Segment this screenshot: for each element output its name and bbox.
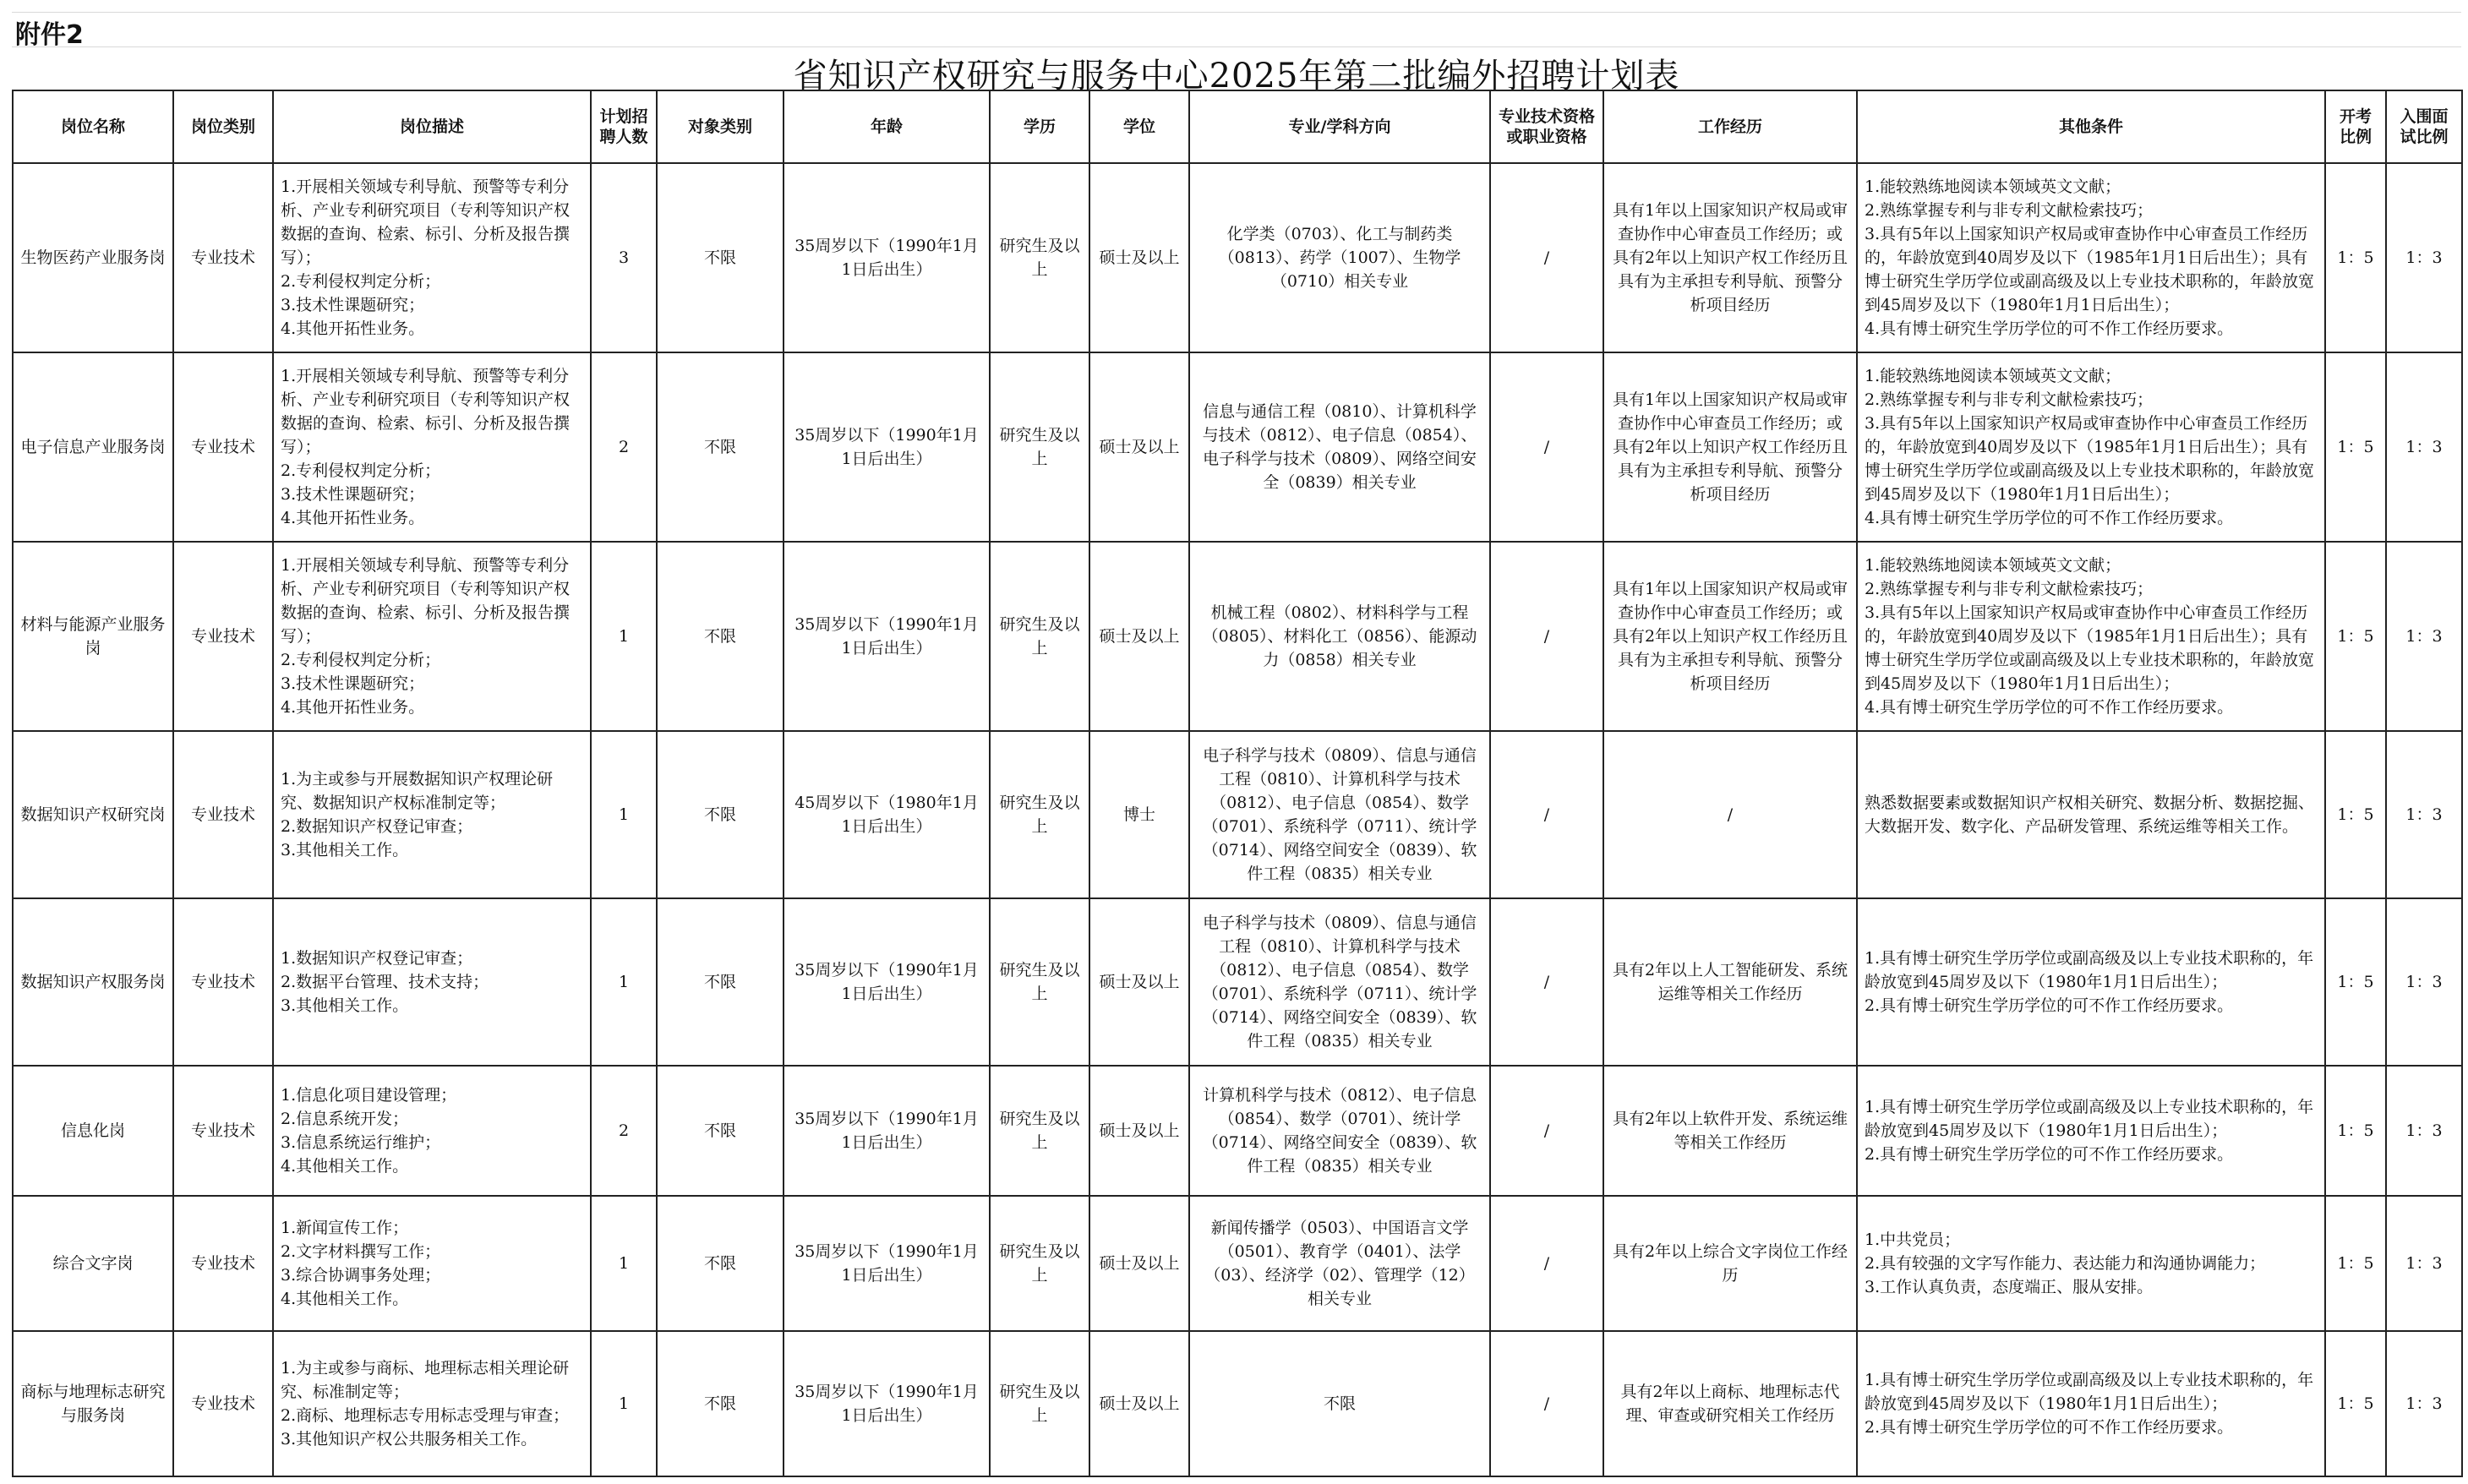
position-type-cell: 专业技术	[173, 1196, 273, 1331]
major-cell: 化学类（0703）、化工与制药类（0813）、药学（1007）、生物学（0710）相关专业	[1189, 163, 1490, 352]
age-cell: 45周岁以下（1980年1月1日后出生）	[784, 731, 990, 898]
other-conditions-cell: 1.能较熟练地阅读本领域英文文献； 2.熟练掌握专利与非专利文献检索技巧； 3.具有5年以上国家知识产权局或审查协作中心审查员工作经历的，年龄放宽到40周岁及以下（1985年1月1日后出生）；具有博士研究生学历学位或副高级及以上专业技术职称的，年龄放宽到45周岁及以下（1980年1月1日后出生）； 4.具有博士研究生学历学位的可不作工作经历要求。	[1857, 163, 2325, 352]
qualification-cell: /	[1490, 731, 1603, 898]
header-degree: 学位	[1089, 90, 1189, 163]
position-type-cell: 专业技术	[173, 163, 273, 352]
headcount-cell: 1	[591, 1196, 657, 1331]
exam-ratio-cell: 1：5	[2325, 731, 2386, 898]
experience-cell: /	[1603, 731, 1857, 898]
degree-cell: 硕士及以上	[1089, 1331, 1189, 1476]
target-cell: 不限	[657, 898, 784, 1066]
qualification-cell: /	[1490, 898, 1603, 1066]
header-major: 专业/学科方向	[1189, 90, 1490, 163]
header-age: 年龄	[784, 90, 990, 163]
age-cell: 35周岁以下（1990年1月1日后出生）	[784, 1066, 990, 1196]
position-name-cell: 数据知识产权服务岗	[13, 898, 173, 1066]
description-cell: 1.新闻宣传工作； 2.文字材料撰写工作； 3.综合协调事务处理； 4.其他相关工作。	[273, 1196, 591, 1331]
age-cell: 35周岁以下（1990年1月1日后出生）	[784, 1196, 990, 1331]
table-row	[13, 898, 2462, 1066]
headcount-cell: 2	[591, 1066, 657, 1196]
description-cell: 1.信息化项目建设管理； 2.信息系统开发； 3.信息系统运行维护； 4.其他相关工作。	[273, 1066, 591, 1196]
header-position-name: 岗位名称	[13, 90, 173, 163]
qualification-cell: /	[1490, 1066, 1603, 1196]
education-cell: 研究生及以上	[990, 163, 1089, 352]
experience-cell: 具有1年以上国家知识产权局或审查协作中心审查员工作经历；或具有2年以上知识产权工作经历且具有为主承担专利导航、预警分析项目经历	[1603, 163, 1857, 352]
other-conditions-cell: 熟悉数据要素或数据知识产权相关研究、数据分析、数据挖掘、大数据开发、数字化、产品研发管理、系统运维等相关工作。	[1857, 731, 2325, 898]
other-conditions-cell: 1.具有博士研究生学历学位或副高级及以上专业技术职称的，年龄放宽到45周岁及以下（1980年1月1日后出生）； 2.具有博士研究生学历学位的可不作工作经历要求。	[1857, 1066, 2325, 1196]
table-row	[13, 1066, 2462, 1196]
position-name-cell: 商标与地理标志研究与服务岗	[13, 1331, 173, 1476]
interview-ratio-cell: 1：3	[2386, 731, 2462, 898]
header-position-type: 岗位类别	[173, 90, 273, 163]
other-conditions-cell: 1.具有博士研究生学历学位或副高级及以上专业技术职称的，年龄放宽到45周岁及以下（1980年1月1日后出生）； 2.具有博士研究生学历学位的可不作工作经历要求。	[1857, 1331, 2325, 1476]
other-conditions-cell: 1.能较熟练地阅读本领域英文文献； 2.熟练掌握专利与非专利文献检索技巧； 3.具有5年以上国家知识产权局或审查协作中心审查员工作经历的，年龄放宽到40周岁及以下（1985年1月1日后出生）；具有博士研究生学历学位或副高级及以上专业技术职称的，年龄放宽到45周岁及以下（1980年1月1日后出生）； 4.具有博士研究生学历学位的可不作工作经历要求。	[1857, 542, 2325, 731]
table-row	[13, 542, 2462, 731]
header-experience: 工作经历	[1603, 90, 1857, 163]
exam-ratio-cell: 1：5	[2325, 1331, 2386, 1476]
major-cell: 电子科学与技术（0809）、信息与通信工程（0810）、计算机科学与技术（0812）、电子信息（0854）、数学（0701）、系统科学（0711）、统计学（0714）、网络空间安全（0839）、软件工程（0835）相关专业	[1189, 731, 1490, 898]
age-cell: 35周岁以下（1990年1月1日后出生）	[784, 163, 990, 352]
experience-cell: 具有2年以上商标、地理标志代理、审查或研究相关工作经历	[1603, 1331, 1857, 1476]
target-cell: 不限	[657, 352, 784, 542]
degree-cell: 硕士及以上	[1089, 898, 1189, 1066]
target-cell: 不限	[657, 731, 784, 898]
position-type-cell: 专业技术	[173, 1331, 273, 1476]
header-row	[13, 90, 2462, 163]
other-conditions-cell: 1.能较熟练地阅读本领域英文文献； 2.熟练掌握专利与非专利文献检索技巧； 3.具有5年以上国家知识产权局或审查协作中心审查员工作经历的，年龄放宽到40周岁及以下（1985年1月1日后出生）；具有博士研究生学历学位或副高级及以上专业技术职称的，年龄放宽到45周岁及以下（1980年1月1日后出生）； 4.具有博士研究生学历学位的可不作工作经历要求。	[1857, 352, 2325, 542]
age-cell: 35周岁以下（1990年1月1日后出生）	[784, 352, 990, 542]
education-cell: 研究生及以上	[990, 1331, 1089, 1476]
experience-cell: 具有1年以上国家知识产权局或审查协作中心审查员工作经历；或具有2年以上知识产权工作经历且具有为主承担专利导航、预警分析项目经历	[1603, 542, 1857, 731]
other-conditions-cell: 1.具有博士研究生学历学位或副高级及以上专业技术职称的，年龄放宽到45周岁及以下（1980年1月1日后出生）； 2.具有博士研究生学历学位的可不作工作经历要求。	[1857, 898, 2325, 1066]
qualification-cell: /	[1490, 542, 1603, 731]
table-row	[13, 352, 2462, 542]
headcount-cell: 1	[591, 898, 657, 1066]
exam-ratio-cell: 1：5	[2325, 542, 2386, 731]
position-type-cell: 专业技术	[173, 1066, 273, 1196]
annex-label: 附件2	[15, 20, 84, 50]
description-cell: 1.开展相关领域专利导航、预警等专利分析、产业专利研究项目（专利等知识产权数据的查询、检索、标引、分析及报告撰写）； 2.专利侵权判定分析； 3.技术性课题研究； 4.其他开拓性业务。	[273, 542, 591, 731]
degree-cell: 硕士及以上	[1089, 163, 1189, 352]
header-target: 对象类别	[657, 90, 784, 163]
interview-ratio-cell: 1：3	[2386, 898, 2462, 1066]
experience-cell: 具有2年以上综合文字岗位工作经历	[1603, 1196, 1857, 1331]
headcount-cell: 3	[591, 163, 657, 352]
table-row	[13, 1196, 2462, 1331]
major-cell: 新闻传播学（0503）、中国语言文学（0501）、教育学（0401）、法学（03）、经济学（02）、管理学（12）相关专业	[1189, 1196, 1490, 1331]
headcount-cell: 1	[591, 542, 657, 731]
description-cell: 1.为主或参与开展数据知识产权理论研究、数据知识产权标准制定等； 2.数据知识产权登记审查； 3.其他相关工作。	[273, 731, 591, 898]
sheet-top-band	[12, 12, 2461, 47]
header-qualification: 专业技术资格或职业资格	[1490, 90, 1603, 163]
education-cell: 研究生及以上	[990, 1066, 1089, 1196]
major-cell: 信息与通信工程（0810）、计算机科学与技术（0812）、电子信息（0854）、电子科学与技术（0809）、网络空间安全（0839）相关专业	[1189, 352, 1490, 542]
education-cell: 研究生及以上	[990, 352, 1089, 542]
target-cell: 不限	[657, 1196, 784, 1331]
qualification-cell: /	[1490, 1331, 1603, 1476]
major-cell: 计算机科学与技术（0812）、电子信息（0854）、数学（0701）、统计学（0714）、网络空间安全（0839）、软件工程（0835）相关专业	[1189, 1066, 1490, 1196]
major-cell: 不限	[1189, 1331, 1490, 1476]
table-row	[13, 731, 2462, 898]
education-cell: 研究生及以上	[990, 731, 1089, 898]
description-cell: 1.为主或参与商标、地理标志相关理论研究、标准制定等； 2.商标、地理标志专用标志受理与审查； 3.其他知识产权公共服务相关工作。	[273, 1331, 591, 1476]
education-cell: 研究生及以上	[990, 542, 1089, 731]
major-cell: 机械工程（0802）、材料科学与工程（0805）、材料化工（0856）、能源动力（0858）相关专业	[1189, 542, 1490, 731]
interview-ratio-cell: 1：3	[2386, 1196, 2462, 1331]
description-cell: 1.开展相关领域专利导航、预警等专利分析、产业专利研究项目（专利等知识产权数据的查询、检索、标引、分析及报告撰写）； 2.专利侵权判定分析； 3.技术性课题研究； 4.其他开拓性业务。	[273, 352, 591, 542]
header-interview-ratio: 入围面试比例	[2386, 90, 2462, 163]
header-education: 学历	[990, 90, 1089, 163]
header-other: 其他条件	[1857, 90, 2325, 163]
target-cell: 不限	[657, 1331, 784, 1476]
header-headcount: 计划招聘人数	[591, 90, 657, 163]
education-cell: 研究生及以上	[990, 898, 1089, 1066]
target-cell: 不限	[657, 163, 784, 352]
age-cell: 35周岁以下（1990年1月1日后出生）	[784, 898, 990, 1066]
interview-ratio-cell: 1：3	[2386, 1331, 2462, 1476]
position-name-cell: 综合文字岗	[13, 1196, 173, 1331]
interview-ratio-cell: 1：3	[2386, 163, 2462, 352]
degree-cell: 硕士及以上	[1089, 1066, 1189, 1196]
description-cell: 1.开展相关领域专利导航、预警等专利分析、产业专利研究项目（专利等知识产权数据的查询、检索、标引、分析及报告撰写）； 2.专利侵权判定分析； 3.技术性课题研究； 4.其他开拓性业务。	[273, 163, 591, 352]
position-type-cell: 专业技术	[173, 542, 273, 731]
description-cell: 1.数据知识产权登记审查； 2.数据平台管理、技术支持； 3.其他相关工作。	[273, 898, 591, 1066]
position-name-cell: 生物医药产业服务岗	[13, 163, 173, 352]
target-cell: 不限	[657, 542, 784, 731]
headcount-cell: 2	[591, 352, 657, 542]
experience-cell: 具有2年以上软件开发、系统运维等相关工作经历	[1603, 1066, 1857, 1196]
interview-ratio-cell: 1：3	[2386, 352, 2462, 542]
position-type-cell: 专业技术	[173, 352, 273, 542]
qualification-cell: /	[1490, 1196, 1603, 1331]
interview-ratio-cell: 1：3	[2386, 542, 2462, 731]
age-cell: 35周岁以下（1990年1月1日后出生）	[784, 542, 990, 731]
experience-cell: 具有2年以上人工智能研发、系统运维等相关工作经历	[1603, 898, 1857, 1066]
table-row	[13, 163, 2462, 352]
header-description: 岗位描述	[273, 90, 591, 163]
position-name-cell: 信息化岗	[13, 1066, 173, 1196]
target-cell: 不限	[657, 1066, 784, 1196]
headcount-cell: 1	[591, 731, 657, 898]
degree-cell: 硕士及以上	[1089, 542, 1189, 731]
position-name-cell: 电子信息产业服务岗	[13, 352, 173, 542]
interview-ratio-cell: 1：3	[2386, 1066, 2462, 1196]
age-cell: 35周岁以下（1990年1月1日后出生）	[784, 1331, 990, 1476]
experience-cell: 具有1年以上国家知识产权局或审查协作中心审查员工作经历；或具有2年以上知识产权工作经历且具有为主承担专利导航、预警分析项目经历	[1603, 352, 1857, 542]
recruitment-plan-table	[12, 90, 2463, 1477]
other-conditions-cell: 1.中共党员； 2.具有较强的文字写作能力、表达能力和沟通协调能力； 3.工作认真负责，态度端正、服从安排。	[1857, 1196, 2325, 1331]
table-row	[13, 1331, 2462, 1476]
degree-cell: 硕士及以上	[1089, 1196, 1189, 1331]
qualification-cell: /	[1490, 163, 1603, 352]
education-cell: 研究生及以上	[990, 1196, 1089, 1331]
major-cell: 电子科学与技术（0809）、信息与通信工程（0810）、计算机科学与技术（0812）、电子信息（0854）、数学（0701）、系统科学（0711）、统计学（0714）、网络空间安全（0839）、软件工程（0835）相关专业	[1189, 898, 1490, 1066]
exam-ratio-cell: 1：5	[2325, 163, 2386, 352]
exam-ratio-cell: 1：5	[2325, 1196, 2386, 1331]
qualification-cell: /	[1490, 352, 1603, 542]
position-name-cell: 数据知识产权研究岗	[13, 731, 173, 898]
exam-ratio-cell: 1：5	[2325, 352, 2386, 542]
header-exam-ratio: 开考比例	[2325, 90, 2386, 163]
position-name-cell: 材料与能源产业服务岗	[13, 542, 173, 731]
exam-ratio-cell: 1：5	[2325, 1066, 2386, 1196]
exam-ratio-cell: 1：5	[2325, 898, 2386, 1066]
page-title: 省知识产权研究与服务中心2025年第二批编外招聘计划表	[793, 57, 1680, 95]
position-type-cell: 专业技术	[173, 731, 273, 898]
headcount-cell: 1	[591, 1331, 657, 1476]
position-type-cell: 专业技术	[173, 898, 273, 1066]
degree-cell: 博士	[1089, 731, 1189, 898]
degree-cell: 硕士及以上	[1089, 352, 1189, 542]
